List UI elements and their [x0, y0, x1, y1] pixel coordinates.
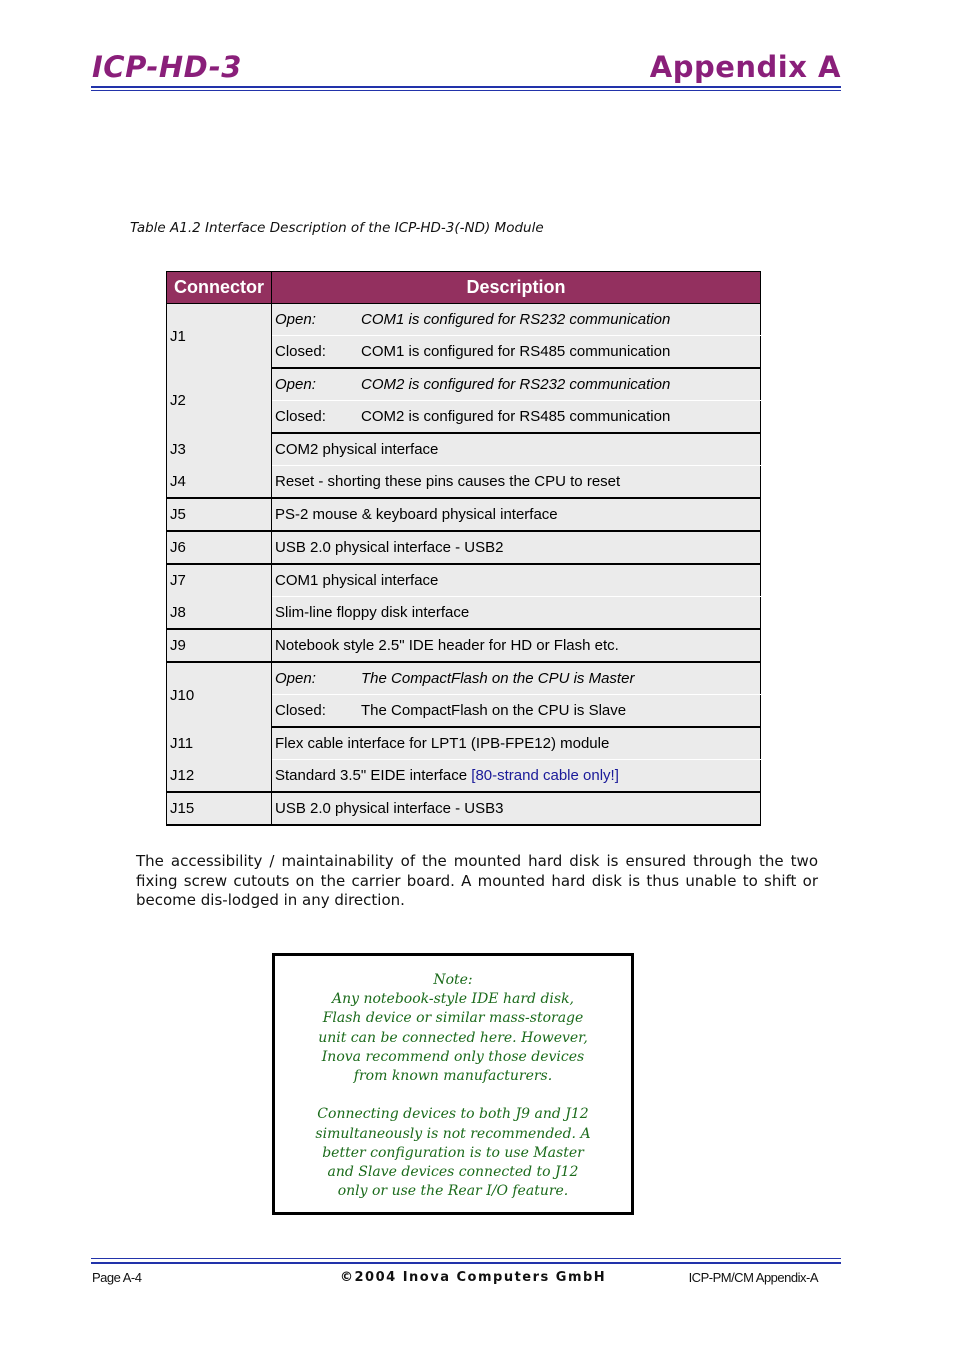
connector-cell: J7	[167, 564, 272, 597]
description-cell	[272, 336, 761, 369]
description-text: Standard 3.5" EIDE interface	[275, 767, 472, 784]
note-line: unit can be connected here. However,	[318, 1029, 588, 1046]
table-row	[167, 304, 761, 336]
connector-cell: J8	[167, 597, 272, 630]
connector-cell: J11	[167, 727, 272, 760]
open-text: The CompactFlash on the CPU is Master	[361, 670, 635, 687]
note-line: from known manufacturers.	[353, 1068, 553, 1085]
description-cell	[272, 401, 761, 434]
connector-cell: J6	[167, 531, 272, 564]
description-cell: Notebook style 2.5" IDE header for HD or Flash etc.	[272, 629, 761, 662]
note-line: Flash device or similar mass-storage	[322, 1010, 584, 1027]
header-product-title: ICP-HD-3	[92, 50, 242, 84]
header-rule	[91, 86, 841, 88]
note-line	[275, 1086, 631, 1105]
closed-label: Closed:	[275, 343, 326, 360]
description-cell	[272, 695, 761, 728]
open-text: COM2 is configured for RS232 communication	[361, 376, 671, 393]
table-row	[167, 629, 761, 662]
column-header-connector: Connector	[167, 272, 272, 304]
closed-label: Closed:	[275, 702, 326, 719]
open-text: COM1 is configured for RS232 communication	[361, 311, 671, 328]
note-line: Connecting devices to both J9 and J12	[317, 1106, 589, 1123]
note-line: and Slave devices connected to J12	[327, 1164, 579, 1181]
table-row	[167, 760, 761, 793]
interface-table	[166, 271, 761, 826]
closed-text: COM1 is configured for RS485 communication	[361, 343, 671, 360]
connector-cell: J5	[167, 498, 272, 531]
description-cell: PS-2 mouse & keyboard physical interface	[272, 498, 761, 531]
closed-label: Closed:	[275, 408, 326, 425]
table-row	[167, 433, 761, 466]
description-cell	[272, 760, 761, 793]
description-cell: COM2 physical interface	[272, 433, 761, 466]
table-row	[167, 727, 761, 760]
description-cell: COM1 physical interface	[272, 564, 761, 597]
table-row	[167, 564, 761, 597]
connector-cell: J4	[167, 466, 272, 499]
document-name: ICP-PM/CM Appendix-A	[688, 1270, 818, 1285]
description-cell	[272, 368, 761, 401]
description-cell: Reset - shorting these pins causes the CPU to reset	[272, 466, 761, 499]
description-cell: USB 2.0 physical interface - USB2	[272, 531, 761, 564]
note-line: only or use the Rear I/O feature.	[337, 1183, 569, 1200]
table-row	[167, 662, 761, 695]
description-cell	[272, 304, 761, 336]
connector-cell: J10	[167, 662, 272, 727]
description-cell: Flex cable interface for LPT1 (IPB-FPE12) module	[272, 727, 761, 760]
note-line: simultaneously is not recommended. A	[315, 1125, 591, 1142]
page-number: Page A-4	[92, 1270, 142, 1285]
copyright: ©2004 Inova Computers GmbH	[340, 1270, 607, 1285]
open-label: Open:	[275, 376, 316, 393]
open-label: Open:	[275, 311, 316, 328]
column-header-description: Description	[272, 272, 761, 304]
closed-text: The CompactFlash on the CPU is Slave	[361, 702, 627, 719]
description-cell: USB 2.0 physical interface - USB3	[272, 792, 761, 825]
footer-rule	[91, 1262, 841, 1264]
closed-text: COM2 is configured for RS485 communication	[361, 408, 671, 425]
table-row	[167, 531, 761, 564]
table-row	[167, 792, 761, 825]
body-paragraph: The accessibility / maintainability of the mounted hard disk is ensured through the two fixing screw cutouts on the carrier board. A mounted hard disk is thus unable to shift or become dis-lodged in any direction.	[136, 852, 818, 909]
table-row	[167, 597, 761, 630]
description-cell: Slim-line floppy disk interface	[272, 597, 761, 630]
connector-cell: J3	[167, 433, 272, 466]
table-row	[167, 368, 761, 401]
connector-cell: J1	[167, 304, 272, 369]
connector-cell: J15	[167, 792, 272, 825]
header-section-title: Appendix A	[649, 50, 841, 84]
connector-cell: J2	[167, 368, 272, 433]
open-label: Open:	[275, 670, 316, 687]
note-line: better configuration is to use Master	[322, 1144, 584, 1161]
note-line: Note:	[433, 972, 473, 988]
connector-cell: J12	[167, 760, 272, 793]
description-cell	[272, 662, 761, 695]
note-box	[272, 953, 634, 1215]
connector-cell: J9	[167, 629, 272, 662]
header-rule-thin	[91, 90, 841, 91]
note-line: Any notebook-style IDE hard disk,	[331, 991, 574, 1008]
table-caption: Table A1.2 Interface Description of the ICP-HD-3(-ND) Module	[130, 220, 544, 236]
table-row	[167, 466, 761, 499]
footer-rule-thin	[91, 1258, 841, 1259]
table-row	[167, 498, 761, 531]
table-header-row	[167, 272, 761, 304]
cable-note: [80-strand cable only!]	[471, 767, 619, 784]
note-line: Inova recommend only those devices	[321, 1048, 585, 1065]
